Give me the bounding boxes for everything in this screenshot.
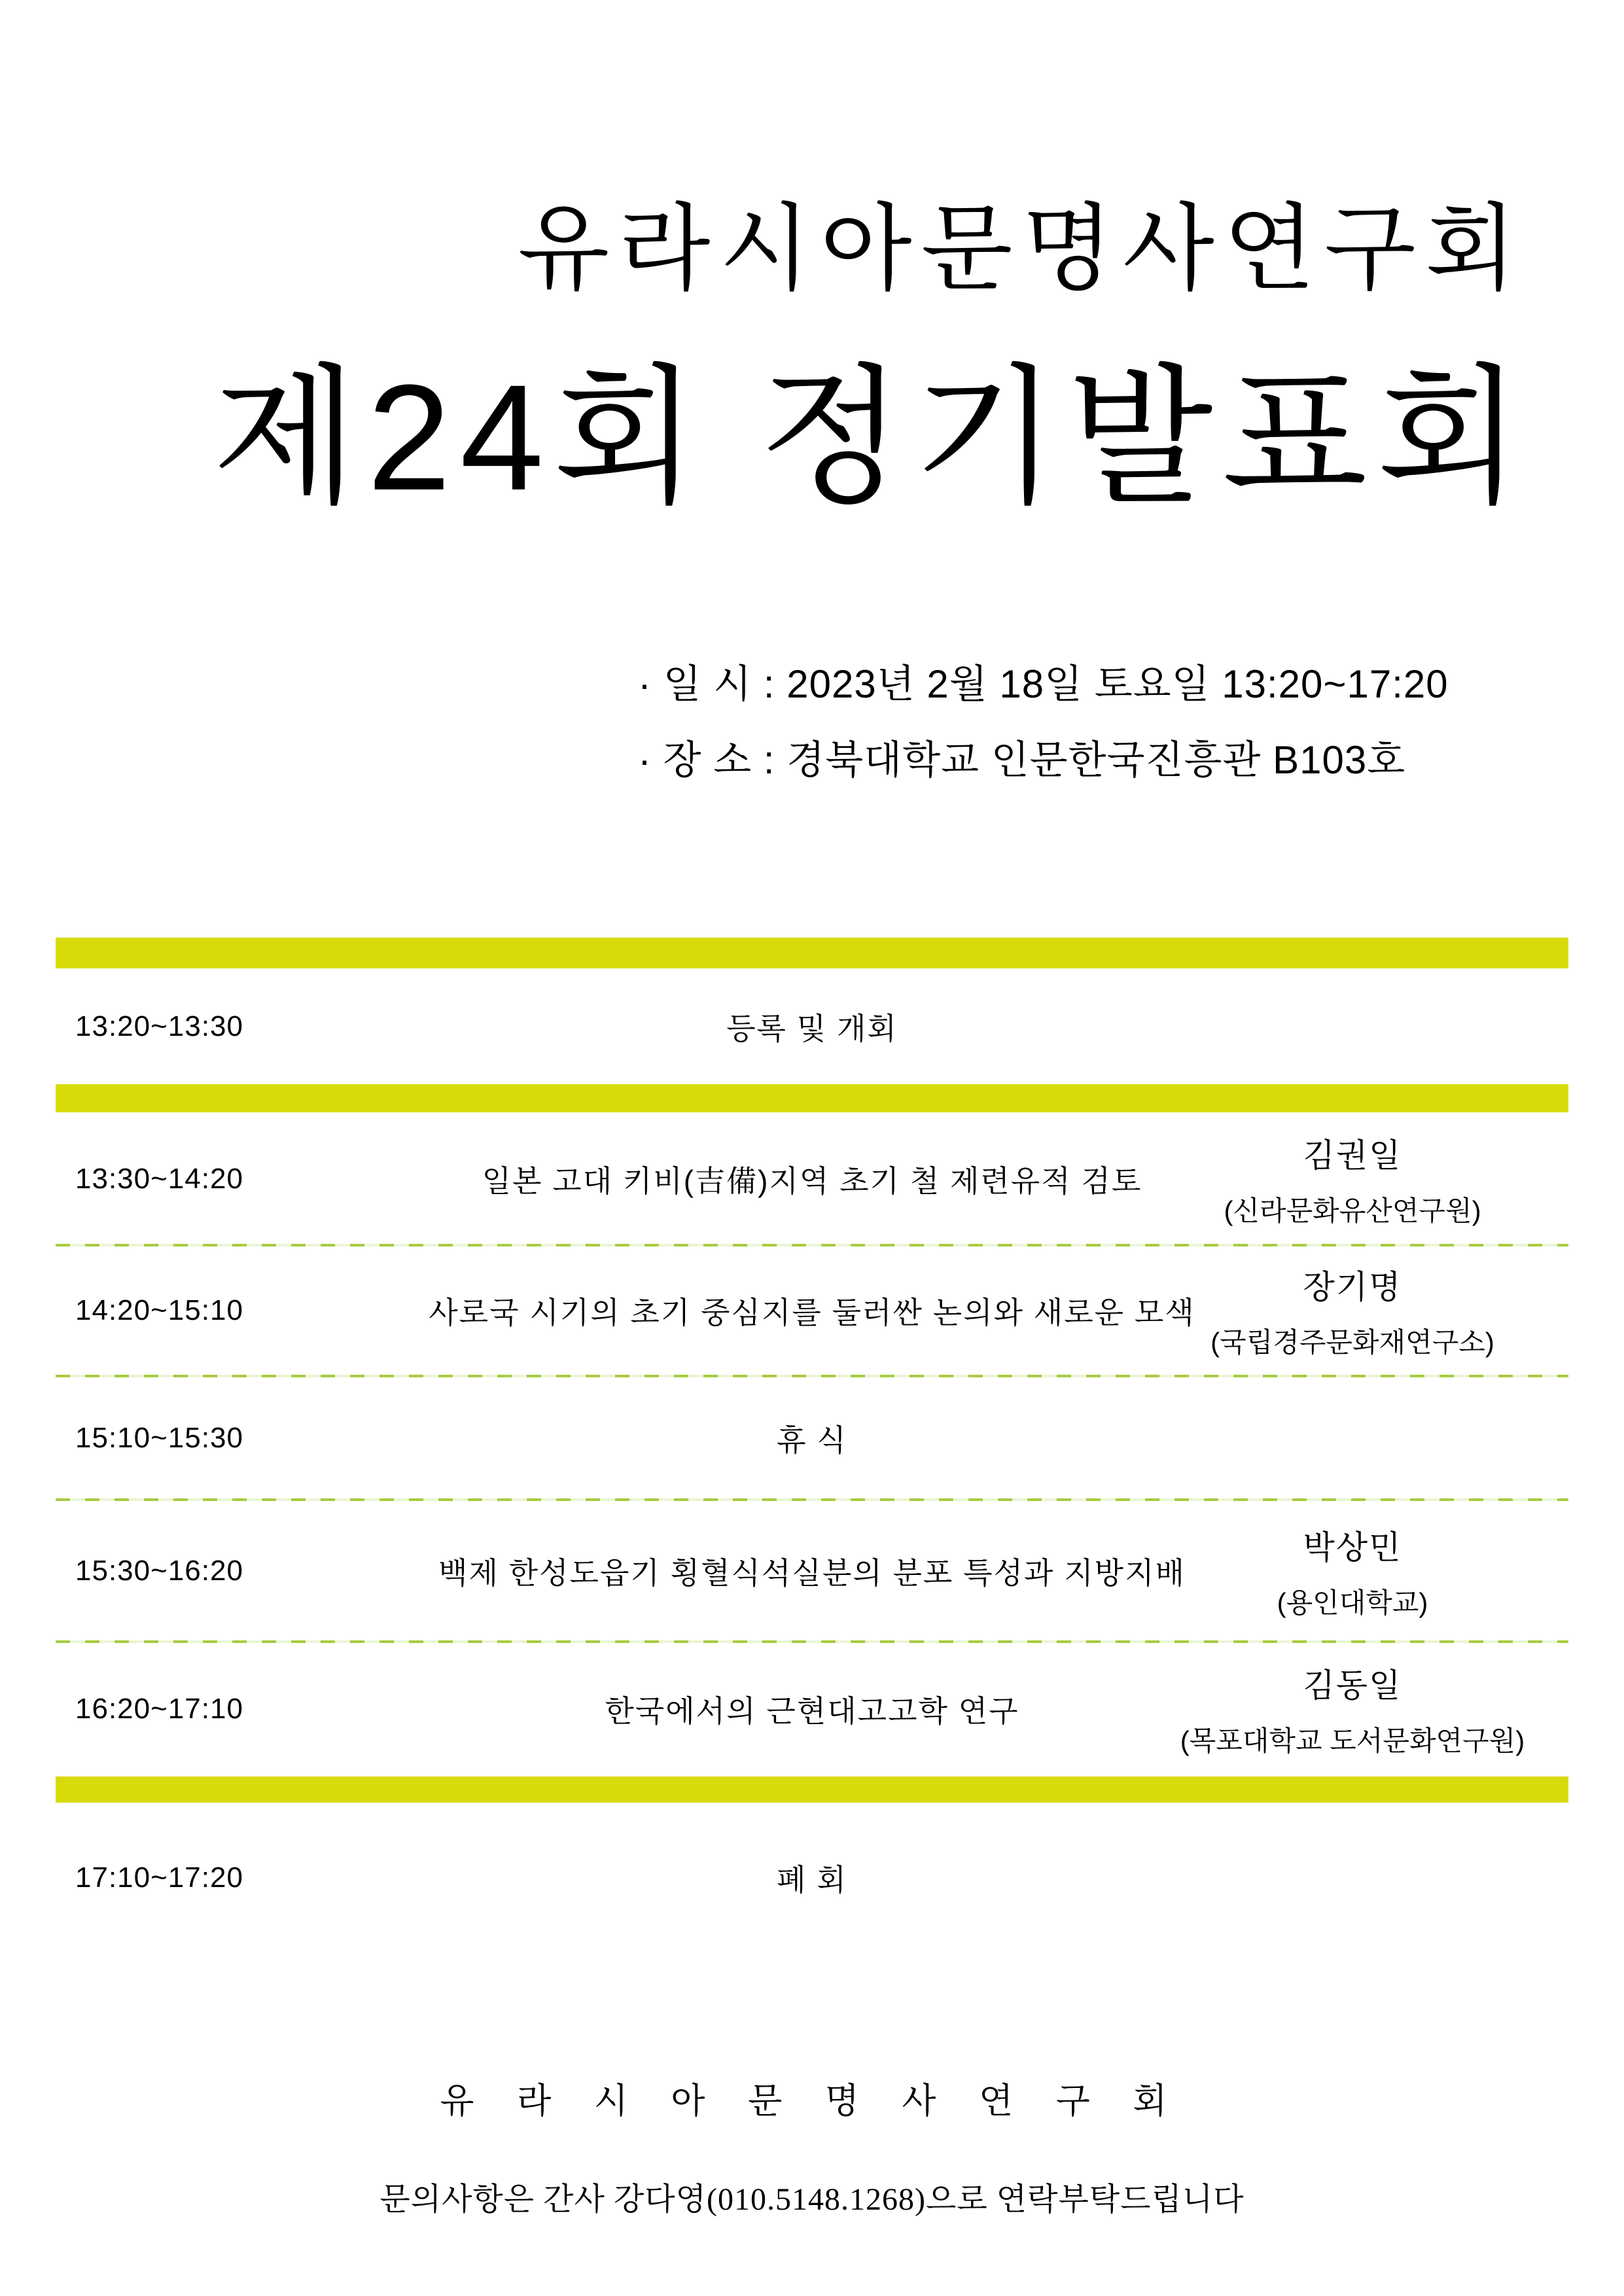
section-bar-middle [56,1084,1568,1112]
presenter-name: 김동일 [1303,1667,1402,1704]
section-bar-top [56,938,1568,968]
presenter-name: 장기명 [1303,1269,1402,1305]
session-title: 백제 한성도읍기 횡혈식석실분의 분포 특성과 지방지배 [438,1555,1186,1590]
organization-title: 유라시아문명사연구회 [518,196,1526,302]
session-divider [56,1375,1568,1377]
presenter-block [1137,1659,1568,1759]
schedule-row-presentation-2 [56,1245,1568,1376]
session-divider [56,1640,1568,1643]
presenter-affiliation: (목포대학교 도서문화연구원) [1180,1725,1525,1756]
presenter-block [1137,1129,1568,1229]
event-info-block [638,646,1449,798]
event-main-title: 제24회 정기발표회 [213,353,1531,521]
session-title: 한국에서의 근현대고고학 연구 [605,1694,1019,1728]
presenter-name: 박상민 [1303,1528,1402,1566]
schedule-row-presentation-1 [56,1112,1568,1245]
presenter-name: 김권일 [1303,1137,1402,1174]
section-bar-bottom [56,1776,1568,1803]
session-title: 폐 회 [777,1863,847,1897]
session-time: 17:10~17:20 [75,1862,243,1894]
session-title: 휴 식 [777,1422,847,1457]
presenter-affiliation: (국립경주문화재연구소) [1210,1327,1494,1358]
schedule-row-closing [56,1803,1568,1953]
session-time: 16:20~17:10 [75,1693,243,1725]
event-datetime-line: · 일 시 : 2023년 2월 18일 토요일 13:20~17:20 [638,662,1449,706]
session-divider [56,1244,1568,1246]
presenter-affiliation: (용인대학교) [1277,1587,1428,1618]
session-time: 13:30~14:20 [75,1162,243,1195]
session-time: 15:30~16:20 [75,1554,243,1587]
session-time: 14:20~15:10 [75,1294,243,1326]
presenter-block [1137,1521,1568,1621]
session-time: 15:10~15:30 [75,1421,243,1454]
schedule-table [56,938,1568,1953]
presenter-affiliation: (신라문화유산연구원) [1224,1195,1481,1226]
session-title: 일본 고대 키비(吉備)지역 초기 철 제련유적 검토 [482,1163,1142,1198]
session-title: 사로국 시기의 초기 중심지를 둘러싼 논의와 새로운 모색 [429,1296,1195,1330]
schedule-row-break [56,1376,1568,1500]
footer-organization-name: 유 라 시 아 문 명 사 연 구 회 [440,2081,1184,2121]
event-venue-line: · 장 소 : 경북대학교 인문한국진흥관 B103호 [638,738,1406,782]
schedule-row-presentation-3 [56,1500,1568,1642]
schedule-row-registration [56,968,1568,1084]
schedule-row-presentation-4 [56,1642,1568,1776]
presenter-block [1137,1261,1568,1360]
session-time: 13:20~13:30 [75,1010,243,1042]
session-divider [56,1498,1568,1501]
session-title: 등록 및 개회 [726,1011,898,1046]
footer-contact-line: 문의사항은 간사 강다영(010.5148.1268)으로 연락부탁드립니다 [380,2182,1244,2217]
